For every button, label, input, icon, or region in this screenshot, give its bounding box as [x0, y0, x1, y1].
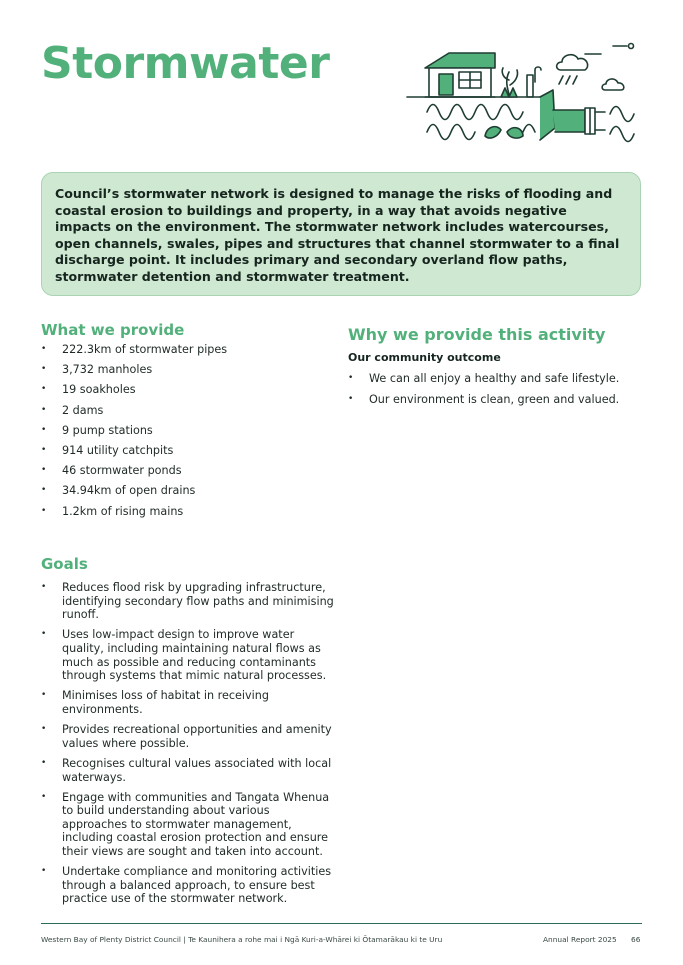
footer-divider — [41, 923, 642, 924]
list-item: • 3,732 manholes — [41, 363, 341, 383]
list-item: • 9 pump stations — [41, 424, 341, 444]
list-item: • Engage with communities and Tangata Whenua to build understanding about various approaches to stormwater management, including coastal erosion protection and ensure their views are sought and taken into account. — [41, 791, 337, 859]
goals-list — [41, 581, 337, 906]
list-item: • 46 stormwater ponds — [41, 464, 341, 484]
community-outcome-label: Our community outcome — [348, 351, 501, 364]
list-item: • 222.3km of stormwater pipes — [41, 343, 341, 363]
list-item: • 914 utility catchpits — [41, 444, 341, 464]
list-item: • Undertake compliance and monitoring activities through a balanced approach, to ensure best practice use of the stormwater network. — [41, 865, 337, 906]
why-heading: Why we provide this activity — [348, 325, 606, 344]
intro-text: Council’s stormwater network is designed to manage the risks of flooding and coastal erosion to buildings and property, in a way that avoids negative impacts on the environment. The stormwater network includes watercourses, open channels, swales, pipes and structures that channel stormwater to a final discharge point. It includes primary and secondary overland flow paths, stormwater detention and stormwater treatment. — [55, 186, 620, 284]
list-item: • Recognises cultural values associated with local waterways. — [41, 757, 337, 784]
list-item: • 1.2km of rising mains — [41, 505, 341, 525]
outcome-list — [348, 372, 640, 413]
list-item: • Reduces flood risk by upgrading infrastructure, identifying secondary flow paths and minimising runoff. — [41, 581, 337, 622]
provide-list — [41, 343, 341, 525]
list-item: • 2 dams — [41, 404, 341, 424]
footer-council: Western Bay of Plenty District Council | Te Kaunihera a rohe mai i Ngā Kuri-a-Whārei ki Ōtamarākau ki te Uru — [41, 935, 443, 944]
page-title: Stormwater — [41, 38, 330, 89]
list-item: • Minimises loss of habitat in receiving environments. — [41, 689, 337, 716]
list-item: • Our environment is clean, green and valued. — [348, 393, 640, 414]
page-number: 66 — [631, 935, 641, 944]
list-item: • 19 soakholes — [41, 383, 341, 403]
list-item: • 34.94km of open drains — [41, 484, 341, 504]
footer-report: Annual Report 2025 — [543, 935, 617, 944]
why-section — [348, 325, 640, 413]
list-item: • Uses low-impact design to improve water quality, including maintaining natural flows as much as possible and reducing contaminants through systems that mimic natural processes. — [41, 628, 337, 682]
what-we-provide-section — [41, 321, 341, 525]
list-item: • We can all enjoy a healthy and safe lifestyle. — [348, 372, 640, 393]
list-item: • Provides recreational opportunities and amenity values where possible. — [41, 723, 337, 750]
goals-section — [41, 555, 337, 913]
what-we-provide-heading: What we provide — [41, 321, 185, 339]
goals-heading: Goals — [41, 555, 88, 573]
stormwater-illustration-icon — [405, 40, 643, 150]
intro-panel — [41, 172, 641, 296]
